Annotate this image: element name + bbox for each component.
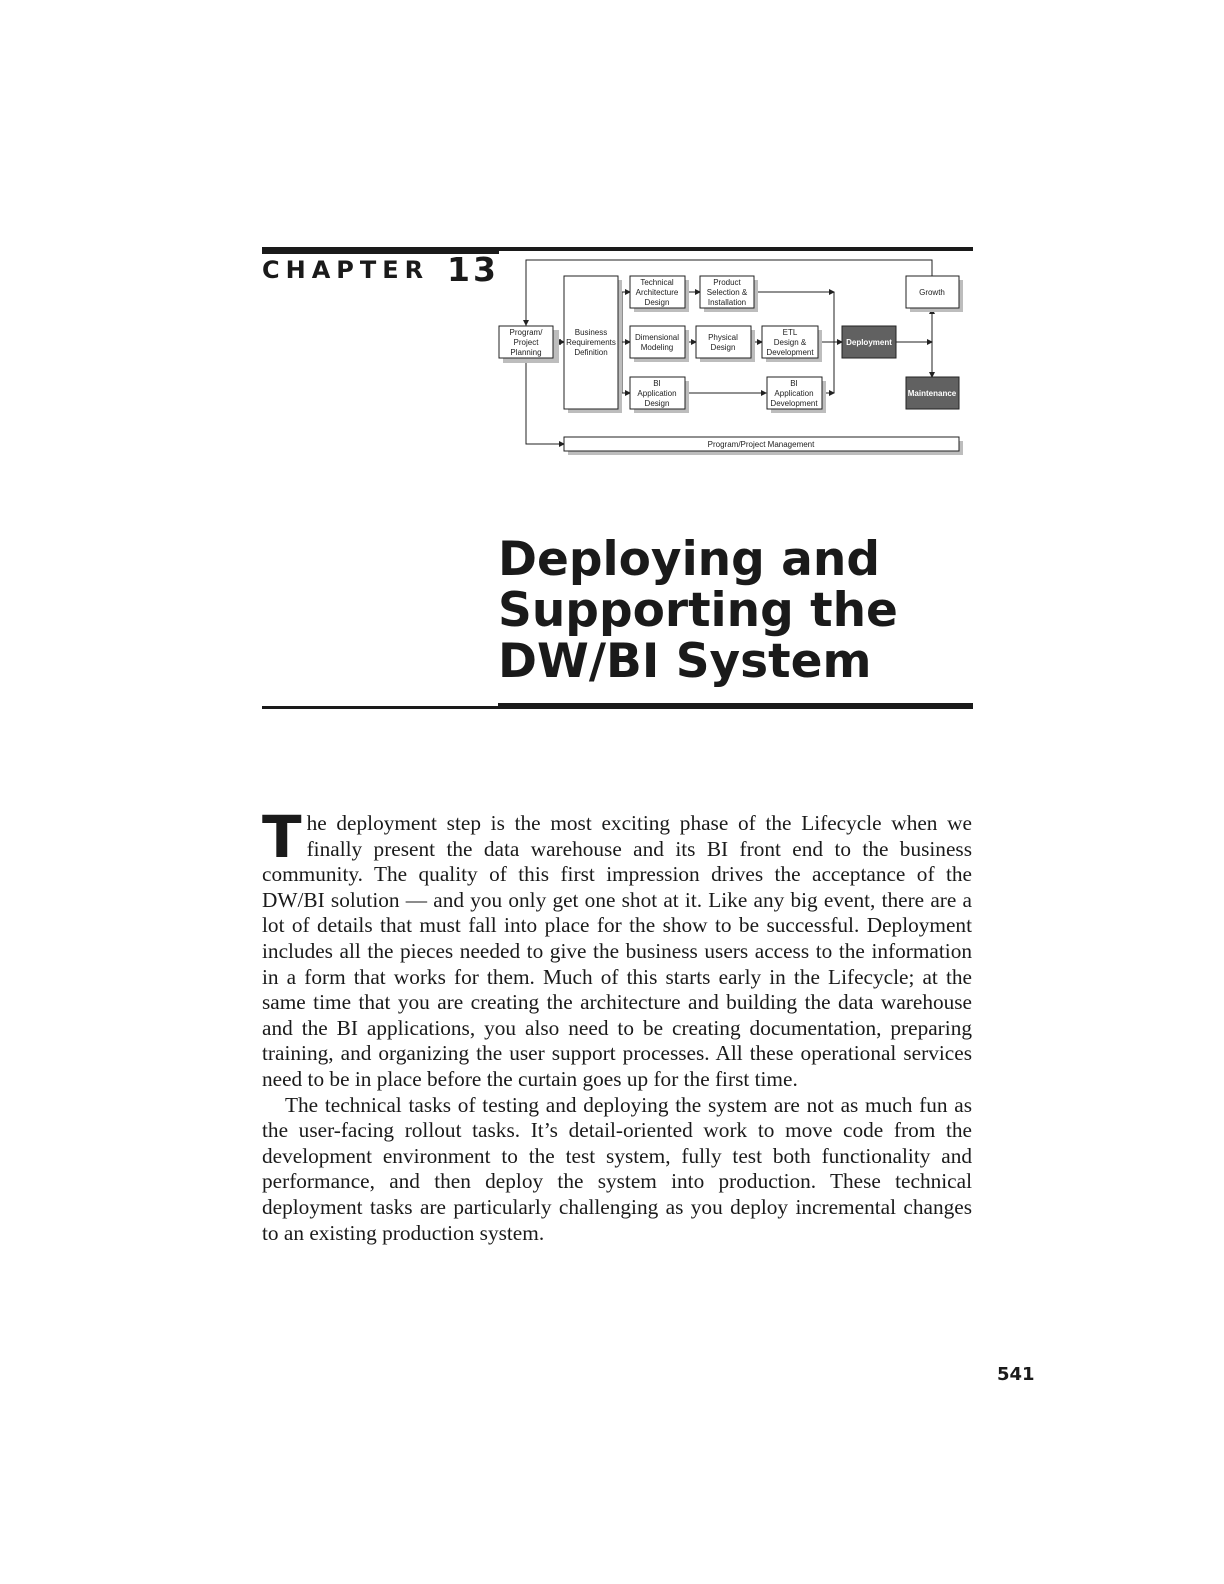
- paragraph: The technical tasks of testing and deploying the system are not as much fun as the user-facing rollout tasks. It’s detail-oriented work to move code from the development environment to the test system, fully test both functionality and performance, and then deploy the system into production. These technical deployment tasks are particularly challenging as you deploy incremental changes to an existing production system.: [262, 1092, 972, 1245]
- svg-text:Dimensional: Dimensional: [634, 333, 680, 342]
- svg-text:BI: BI: [790, 379, 798, 388]
- node-business-requirements: [564, 276, 618, 409]
- chapter-title: [498, 534, 974, 687]
- svg-text:Growth: Growth: [919, 288, 945, 297]
- svg-text:Design: Design: [644, 298, 670, 307]
- node-bi-application-development: [767, 377, 822, 409]
- svg-text:Technical: Technical: [640, 278, 674, 287]
- svg-text:Product: Product: [713, 278, 741, 287]
- node-physical-design: [696, 326, 751, 358]
- title-rule-thick: [498, 703, 973, 709]
- svg-text:Development: Development: [770, 399, 818, 408]
- svg-text:Planning: Planning: [510, 348, 542, 357]
- svg-text:Maintenance: Maintenance: [907, 389, 957, 398]
- node-maintenance: [906, 377, 959, 409]
- svg-text:Deployment: Deployment: [846, 338, 892, 347]
- node-etl-design-development: [762, 326, 818, 358]
- node-product-selection: [700, 276, 754, 308]
- svg-text:Design: Design: [710, 343, 736, 352]
- paragraph: [262, 803, 972, 1093]
- chapter-number: 13: [447, 250, 499, 289]
- svg-text:Selection &: Selection &: [706, 288, 748, 297]
- svg-text:BI: BI: [653, 379, 661, 388]
- svg-text:Program/: Program/: [509, 328, 543, 337]
- node-bi-application-design: [630, 377, 685, 409]
- lifecycle-diagram: [0, 0, 1224, 470]
- drop-cap: T: [262, 803, 302, 871]
- svg-text:Installation: Installation: [707, 298, 747, 307]
- paragraph-text: he deployment step is the most exciting phase of the Lifecycle when we finally present the data warehouse and its BI front end to the business community. The quality of this first impression drives the acceptance of the DW/BI solution — and you only get one shot at it. Like any big event, there are a lot of details that must fall into place for the show to be successful. Deployment includes all the pieces needed to give the business users access to the information in a form that works for them. Much of this starts early in the Lifecycle; at the same time that you are creating the architecture and building the data warehouse and the BI applications, you also need to be creating documentation, preparing training, and organizing the user support processes. All these operational services need to be in place before the curtain goes up for the first time.: [262, 811, 972, 1091]
- node-program-project-management: [564, 437, 959, 451]
- svg-text:Application: Application: [774, 389, 814, 398]
- svg-text:Requirements: Requirements: [566, 338, 616, 347]
- svg-text:Architecture: Architecture: [635, 288, 679, 297]
- svg-text:Design: Design: [644, 399, 670, 408]
- svg-text:Design &: Design &: [773, 338, 807, 347]
- chapter-label: CHAPTER: [262, 256, 430, 284]
- node-dimensional-modeling: [630, 326, 685, 358]
- node-technical-architecture: [630, 276, 685, 308]
- svg-text:Project: Project: [513, 338, 539, 347]
- node-growth: [906, 276, 959, 308]
- svg-text:ETL: ETL: [782, 328, 798, 337]
- body-text: [262, 803, 972, 1246]
- title-line: DW/BI System: [498, 634, 872, 689]
- node-deployment: [842, 326, 896, 358]
- svg-text:Definition: Definition: [574, 348, 608, 357]
- svg-text:Business: Business: [574, 328, 608, 337]
- svg-text:Development: Development: [766, 348, 814, 357]
- svg-text:Physical: Physical: [708, 333, 738, 342]
- node-program-project-planning: [499, 326, 553, 358]
- svg-text:Program/Project Management: Program/Project Management: [707, 440, 815, 449]
- page-number: 541: [997, 1364, 1035, 1385]
- title-line: Supporting the: [498, 583, 898, 638]
- title-line: Deploying and: [498, 532, 880, 587]
- svg-text:Modeling: Modeling: [640, 343, 674, 352]
- connector-management: [526, 359, 564, 444]
- svg-text:Application: Application: [637, 389, 677, 398]
